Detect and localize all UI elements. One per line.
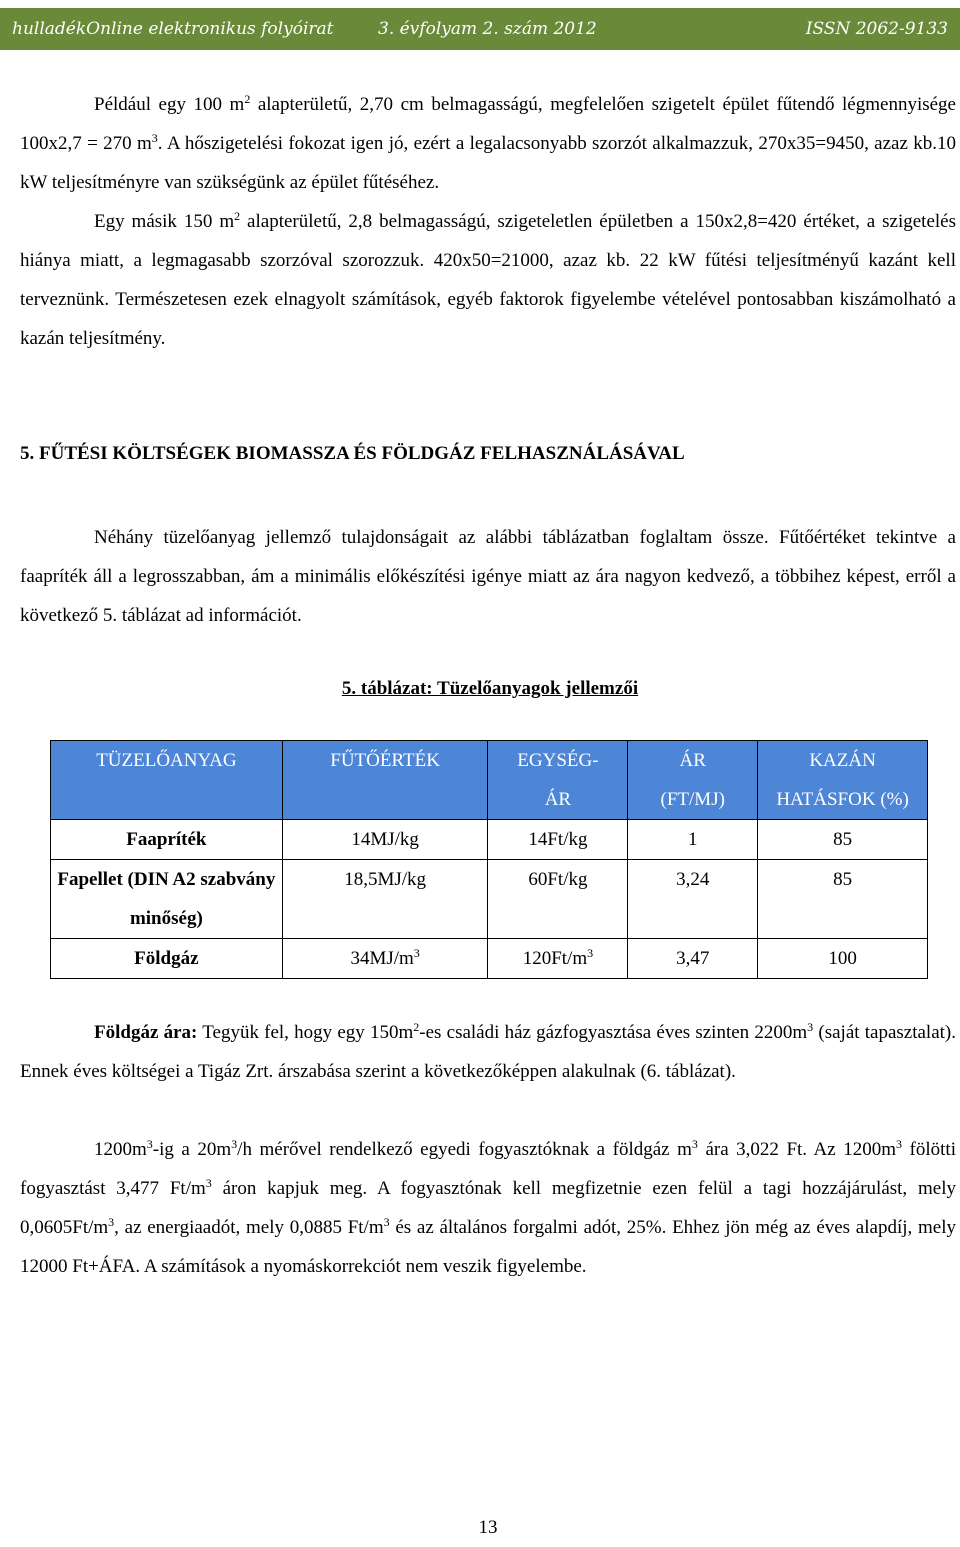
section-heading: 5. FŰTÉSI KÖLTSÉGEK BIOMASSZA ÉS FÖLDGÁZ FELHASZNÁLÁSÁVAL — [20, 443, 685, 464]
page-number: 13 — [478, 1517, 498, 1538]
heating-value: 18,5MJ/kg — [282, 860, 488, 939]
paragraph-volume-example: Például egy 100 $m^2$ alapterületű, 2,70 cm belmagasságú, megfelelően szigetelt épület fűtendő légmennyisége 100x2,7 = 270 $m^3$. A hőszigetelési fokozat igen jó, ezért a legalacsonyabb szorzót alkalmazzuk, 270x35=9450, azaz kb.10 kW teljesítményre van szükségünk az épület fűtéséhez. — [20, 92, 956, 193]
boiler-efficiency: 100 — [758, 939, 928, 979]
journal-title: hulladékOnline elektronikus folyóirat — [12, 19, 334, 39]
table-row — [51, 939, 928, 979]
table-header-row — [51, 741, 928, 820]
unit-price: 14Ft/kg — [488, 820, 628, 860]
header-price-per-mj: ÁR (FT/MJ) — [628, 741, 758, 820]
fuel-name: Faapríték — [51, 820, 283, 860]
price-per-mj: 3,47 — [628, 939, 758, 979]
heating-value: $34MJ/m^3$ — [282, 939, 488, 979]
unit-price: $120Ft/m^3$ — [488, 939, 628, 979]
paragraph-second-example: Egy másik 150 $m^2$ alapterületű, 2,8 belmagasságú, szigeteletlen épületben a 150x2,8=420 értéket, a szigetelés hiánya miatt, a legmagasabb szorzóval szorozzuk. 420x50=21000, azaz kb. 22 kW fűtési teljesítményű kazánt kell terveznünk. Természetesen ezek elnagyolt számítások, egyéb faktorok figyelembe vételével pontosabban kiszámolható a kazán teljesítmény. — [20, 209, 956, 349]
price-per-mj: 3,24 — [628, 860, 758, 939]
price-per-mj: 1 — [628, 820, 758, 860]
paragraph-table-intro: Néhány tüzelőanyag jellemző tulajdonságait az alábbi táblázatban foglaltam össze. Fűtőértéket tekintve a faapríték áll a legrosszabban, ám a minimális előkészítési igénye miatt az ára nagyon kedvező, a többihez képest, erről a következő 5. táblázat ad információt. — [20, 527, 956, 626]
paragraph-gas-price: Földgáz ára: Tegyük fel, hogy egy $150m^2-es$ családi ház gázfogyasztása éves szinten $2200m^3$ (saját tapasztalat). Ennek éves költségei a Tigáz Zrt. árszabása szerint a következőképpen alakulnak (6. táblázat). — [20, 1020, 956, 1082]
paragraph-gas-tariff: $1200m^3-ig$ a $20m^3/h$ mérővel rendelkező egyedi fogyasztóknak a földgáz $m^3$ ára 3,022 Ft. Az $1200m^3$ fölötti fogyasztást 3,477 $Ft/m^3$ áron kapjuk meg. A fogyasztónak kell megfizetnie ezen felül a tagi hozzájárulást, mely $0,0605Ft/m^3$, az energiaadót, mely 0,0885 $Ft/m^3$ és az általános forgalmi adót, 25%. Ehhez jön még az éves alapdíj, mely 12000 Ft+ÁFA. A számítások a nyomáskorrekciót nem veszik figyelembe. — [20, 1137, 956, 1277]
header-boiler-efficiency: KAZÁN HATÁSFOK (%) — [758, 741, 928, 820]
fuel-table — [50, 740, 928, 979]
fuel-name: Földgáz — [51, 939, 283, 979]
table-row — [51, 860, 928, 939]
journal-header — [0, 8, 960, 50]
heating-value: 14MJ/kg — [282, 820, 488, 860]
table-row — [51, 820, 928, 860]
boiler-efficiency: 85 — [758, 820, 928, 860]
unit-price: 60Ft/kg — [488, 860, 628, 939]
journal-issn: ISSN 2062-9133 — [805, 19, 948, 39]
table-caption: 5. táblázat: Tüzelőanyagok jellemzői — [341, 678, 639, 699]
header-unit-price: EGYSÉG- ÁR — [488, 741, 628, 820]
journal-issue: 3. évfolyam 2. szám 2012 — [378, 19, 597, 39]
fuel-name: Fapellet (DIN A2 szabvány minőség) — [51, 860, 283, 939]
header-fuel: TÜZELŐANYAG — [51, 741, 283, 820]
header-heating-value: FŰTŐÉRTÉK — [282, 741, 488, 820]
boiler-efficiency: 85 — [758, 860, 928, 939]
